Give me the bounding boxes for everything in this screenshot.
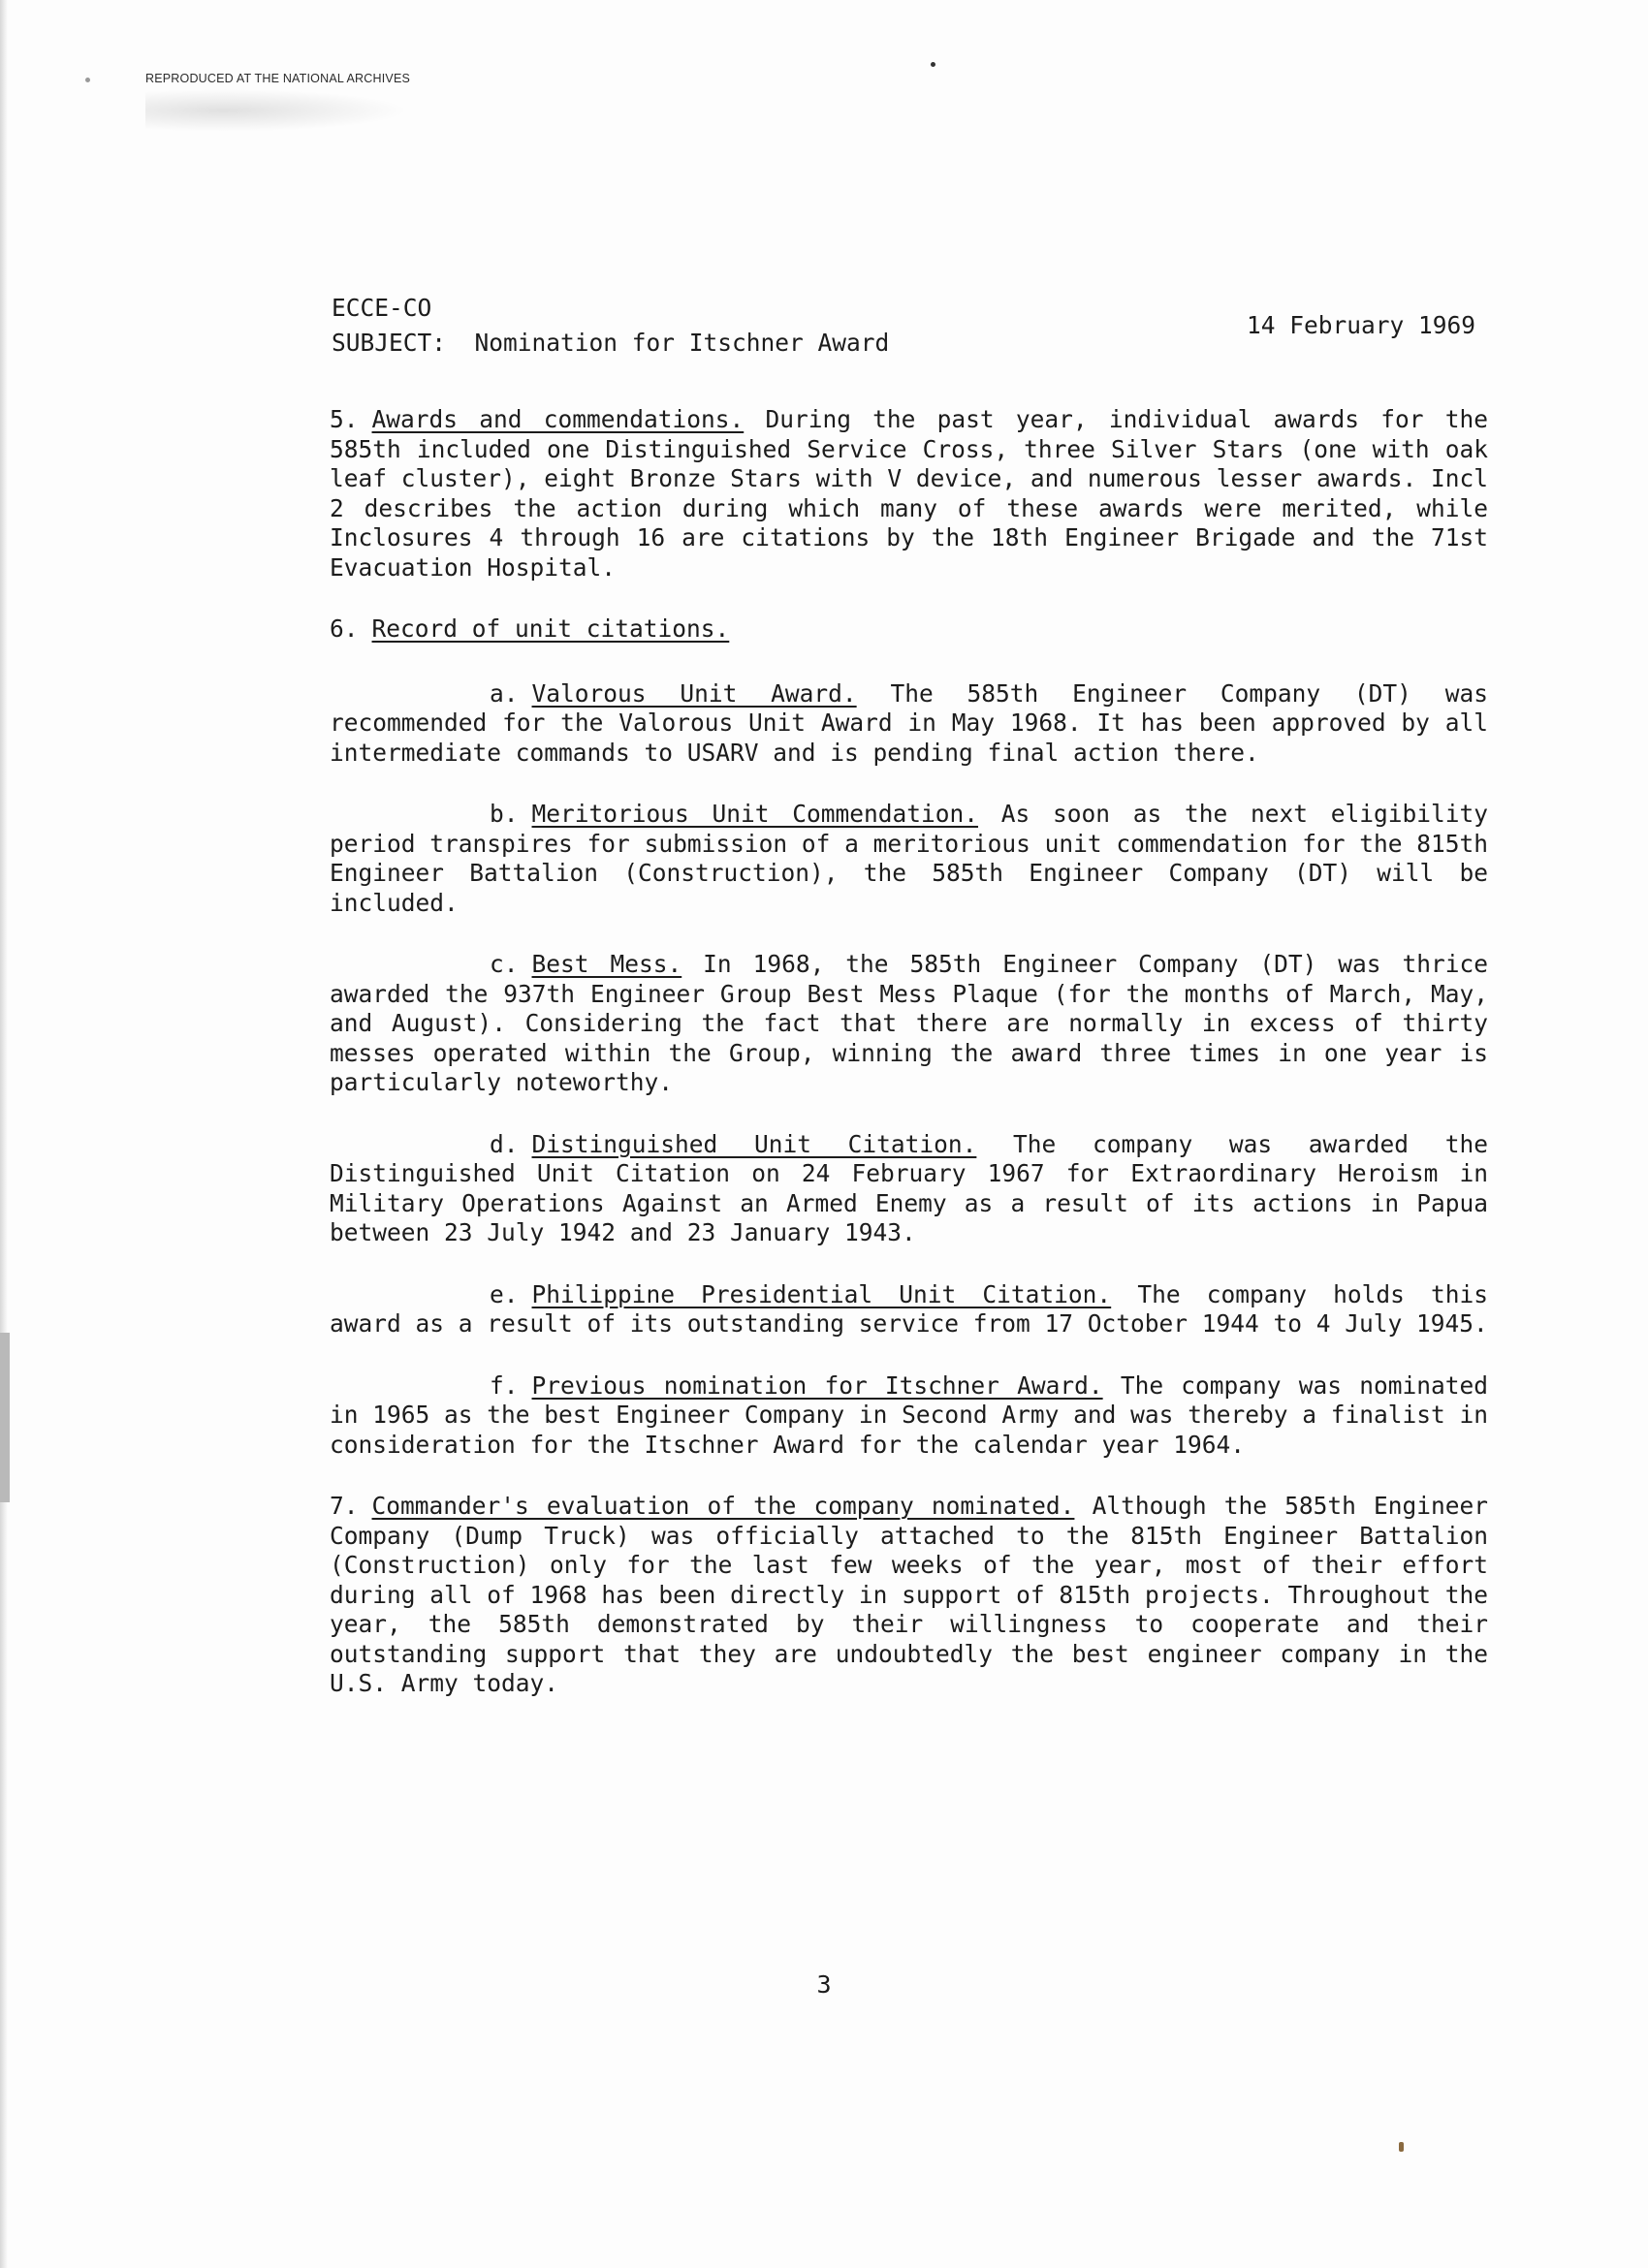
subsection-heading: Best Mess. bbox=[531, 950, 682, 978]
subsection-heading: Distinguished Unit Citation. bbox=[531, 1129, 977, 1158]
scan-binder-tab bbox=[0, 1333, 10, 1502]
subsection-c bbox=[330, 950, 1488, 1098]
subject-text: Nomination for Itschner Award bbox=[474, 329, 890, 357]
subsection-d bbox=[330, 1130, 1488, 1248]
subsection-heading: Valorous Unit Award. bbox=[531, 678, 857, 708]
subsection-text: In 1968, the 585th Engineer Company (DT) was thrice awarded the 937th Engineer Group Best Mess Plaque (for the months of March, May, and August). Considering the fact that there are normally in excess of thirty messes operated within the Group, winning the award three times in one year is particularly noteworthy. bbox=[330, 950, 1488, 1096]
memo-header bbox=[332, 291, 1475, 361]
office-symbol: ECCE-CO bbox=[332, 294, 432, 322]
ink-speck bbox=[931, 62, 935, 67]
section-heading: Commander's evaluation of the company nominated. bbox=[371, 1492, 1075, 1520]
page-number: 3 bbox=[816, 1970, 832, 1999]
scan-blemish bbox=[1399, 2142, 1404, 2152]
subject-label: SUBJECT: bbox=[332, 329, 447, 357]
subsection-letter: b. bbox=[490, 800, 519, 828]
subsection-letter: d. bbox=[490, 1129, 519, 1158]
section-7 bbox=[330, 1492, 1488, 1699]
scan-edge-shadow bbox=[0, 0, 8, 2268]
section-number: 5. bbox=[330, 405, 359, 433]
subsection-heading: Previous nomination for Itschner Award. bbox=[531, 1370, 1103, 1400]
section-5 bbox=[330, 405, 1488, 583]
subsection-text: The 585th Engineer Company (DT) was recommended for the Valorous Unit Award in May 1968. It has been approved by all intermediate commands to USARV and is pending final action there. bbox=[330, 678, 1488, 767]
memo-body bbox=[330, 405, 1488, 1731]
subsection-text: As soon as the next eligibility period transpires for submission of a meritorious unit commendation for the 815th Engineer Battalion (Construction), the 585th Engineer Company (DT) will be included. bbox=[330, 800, 1488, 917]
archive-stamp: REPRODUCED AT THE NATIONAL ARCHIVES bbox=[145, 72, 411, 85]
subsection-text: The company was awarded the Distinguished Unit Citation on 24 February 1967 for Extraordinary Heroism in Military Operations Against an Armed Enemy as a result of its actions in Papua between 23 July 1942 and 23 January 1943. bbox=[330, 1129, 1488, 1246]
section-heading: Awards and commendations. bbox=[371, 405, 745, 433]
subsection-letter: c. bbox=[490, 950, 519, 978]
subsection-heading: Meritorious Unit Commendation. bbox=[531, 800, 979, 828]
subsection-f bbox=[330, 1371, 1488, 1461]
memo-date: 14 February 1969 bbox=[1246, 311, 1475, 339]
section-6 bbox=[330, 614, 1488, 645]
subsection-letter: e. bbox=[490, 1279, 519, 1308]
section-number: 7. bbox=[330, 1492, 359, 1520]
section-text: During the past year, individual awards for the 585th included one Distinguished Service Cross, three Silver Stars (one with oak leaf cluster), eight Bronze Stars with V device, and numerous lesser awards. Incl 2 describes the action during which many of these awards were merited, while Inclosures 4 through 16 are citations by the 18th Engineer Brigade and the 71st Evacuation Hospital. bbox=[330, 405, 1488, 582]
subsection-text: The company holds this award as a result of its outstanding service from 17 October 1944 to 4 July 1945. bbox=[330, 1279, 1488, 1338]
section-text: Although the 585th Engineer Company (Dump Truck) was officially attached to the 815th Engineer Battalion (Construction) only for the last few weeks of the year, most of their effort during all of 1968 has been directly in support of 815th projects. Throughout the year, the 585th demonstrated by their willingness to cooperate and their outstanding support that they are undoubtedly the best engineer company in the U.S. Army today. bbox=[330, 1492, 1488, 1697]
ink-speck bbox=[85, 78, 90, 82]
subsection-letter: f. bbox=[490, 1370, 519, 1400]
subsection-b bbox=[330, 800, 1488, 918]
stamp-smudge bbox=[145, 89, 407, 132]
section-number: 6. bbox=[330, 614, 359, 643]
section-heading: Record of unit citations. bbox=[371, 614, 730, 643]
subsection-heading: Philippine Presidential Unit Citation. bbox=[531, 1279, 1112, 1308]
subsection-e bbox=[330, 1280, 1488, 1339]
subsection-letter: a. bbox=[490, 678, 519, 708]
subsection-text: The company was nominated in 1965 as the best Engineer Company in Second Army and was thereby a finalist in consideration for the Itschner Award for the calendar year 1964. bbox=[330, 1370, 1488, 1459]
subsection-a bbox=[330, 679, 1488, 769]
